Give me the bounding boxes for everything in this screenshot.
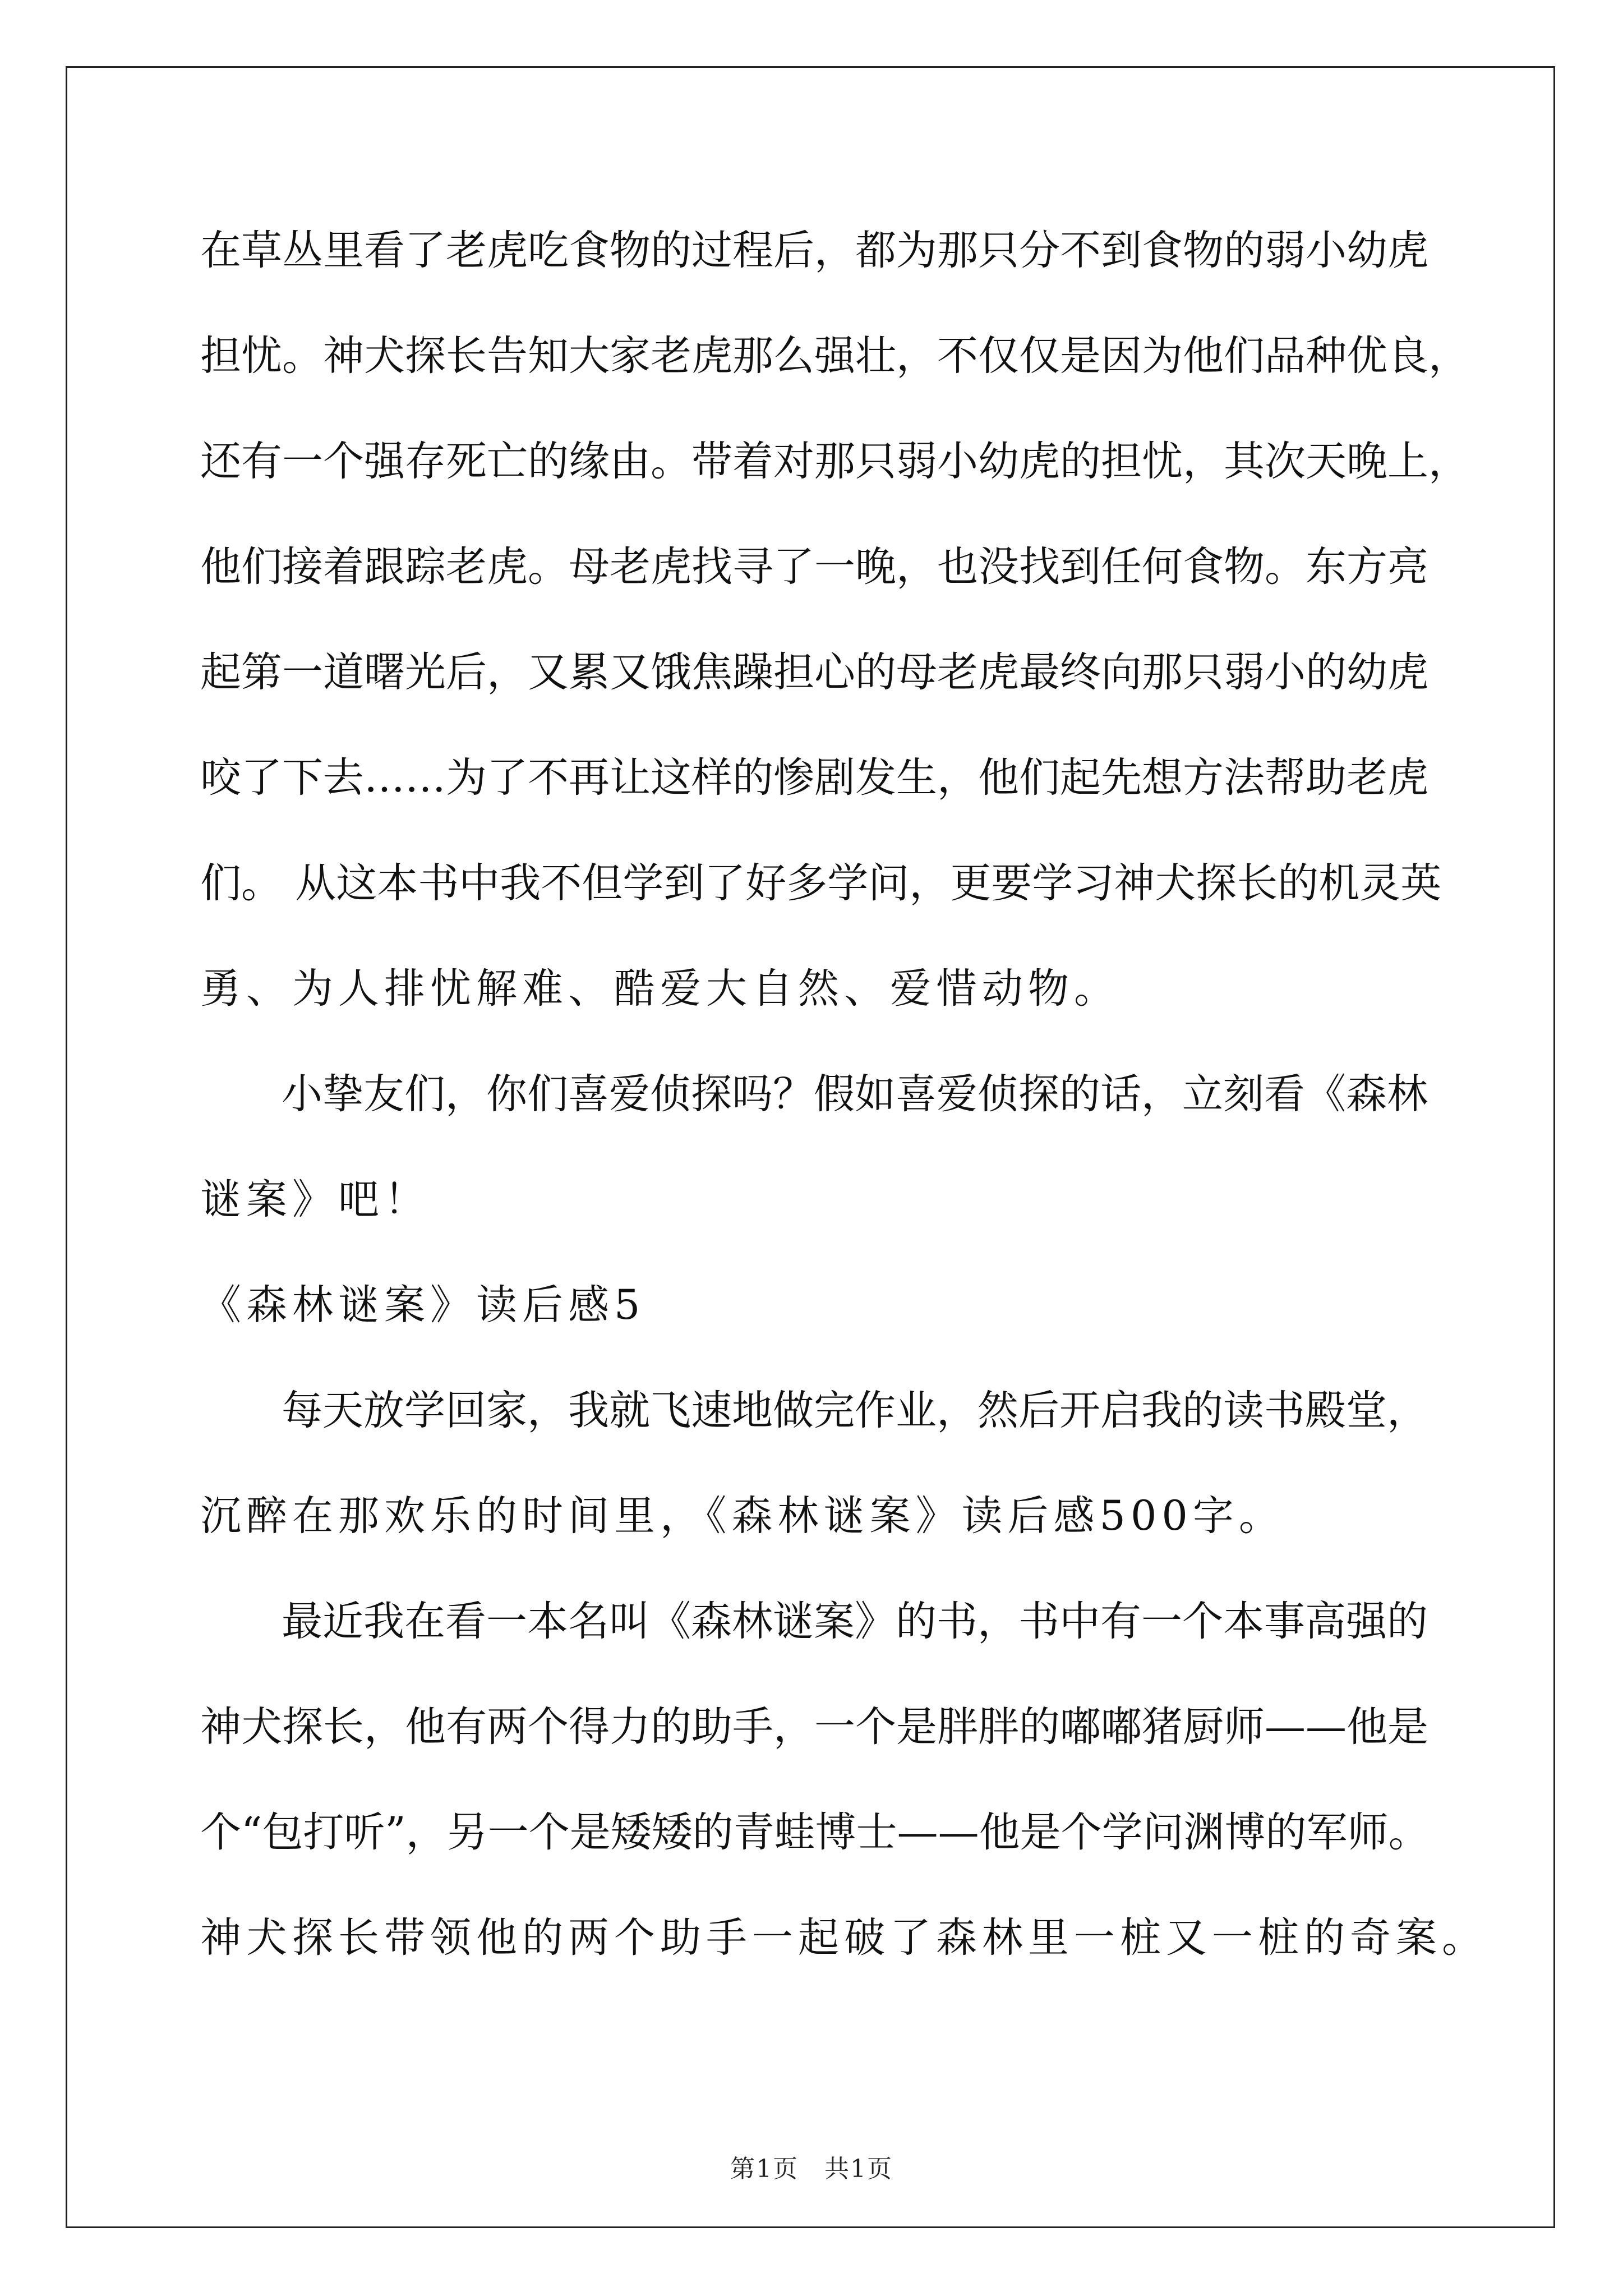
text-line-1: 在草丛里看了老虎吃食物的过程后，都为那只分不到食物的弱小幼虎	[200, 227, 1428, 274]
text-line-14: 最近我在看一本名叫《森林谜案》的书，书中有一个本事高强的	[282, 1598, 1428, 1645]
text-line-12: 每天放学回家，我就飞速地做完作业，然后开启我的读书殿堂，	[282, 1387, 1428, 1434]
text-line-8: 勇、为人排忧解难、酷爱大自然、爱惜动物。	[200, 965, 1120, 1013]
text-line-17: 神犬探长带领他的两个助手一起破了森林里一桩又一桩的奇案。	[200, 1914, 1488, 1962]
text-line-9: 小挚友们，你们喜爱侦探吗？假如喜爱侦探的话，立刻看《森林	[282, 1070, 1428, 1118]
text-line-7: 们。 从这本书中我不但学到了好多学问，更要学习神犬探长的机灵英	[200, 859, 1442, 907]
page-border	[66, 66, 1555, 2228]
text-line-2: 担忧。神犬探长告知大家老虎那么强壮，不仅仅是因为他们品种优良，	[200, 332, 1469, 380]
section-heading: 《森林谜案》读后感5	[200, 1281, 645, 1329]
text-line-5: 起第一道曙光后，又累又饿焦躁担心的母老虎最终向那只弱小的幼虎	[200, 648, 1428, 696]
text-line-6: 咬了下去……为了不再让这样的惨剧发生，他们起先想方法帮助老虎	[200, 754, 1428, 802]
page-footer: 第1页 共1页	[730, 2155, 893, 2183]
text-line-10: 谜案》吧！	[200, 1176, 430, 1223]
text-line-3: 还有一个强存死亡的缘由。带着对那只弱小幼虎的担忧，其次天晚上，	[200, 438, 1469, 485]
text-line-15: 神犬探长，他有两个得力的助手，一个是胖胖的嘟嘟猪厨师——他是	[200, 1703, 1428, 1751]
text-line-13: 沉醉在那欢乐的时间里，《森林谜案》读后感500字。	[200, 1492, 1285, 1540]
text-line-4: 他们接着跟踪老虎。母老虎找寻了一晚，也没找到任何食物。东方亮	[200, 543, 1428, 591]
text-line-16: 个“包打听”，另一个是矮矮的青蛙博士——他是个学问渊博的军师。	[200, 1809, 1430, 1856]
